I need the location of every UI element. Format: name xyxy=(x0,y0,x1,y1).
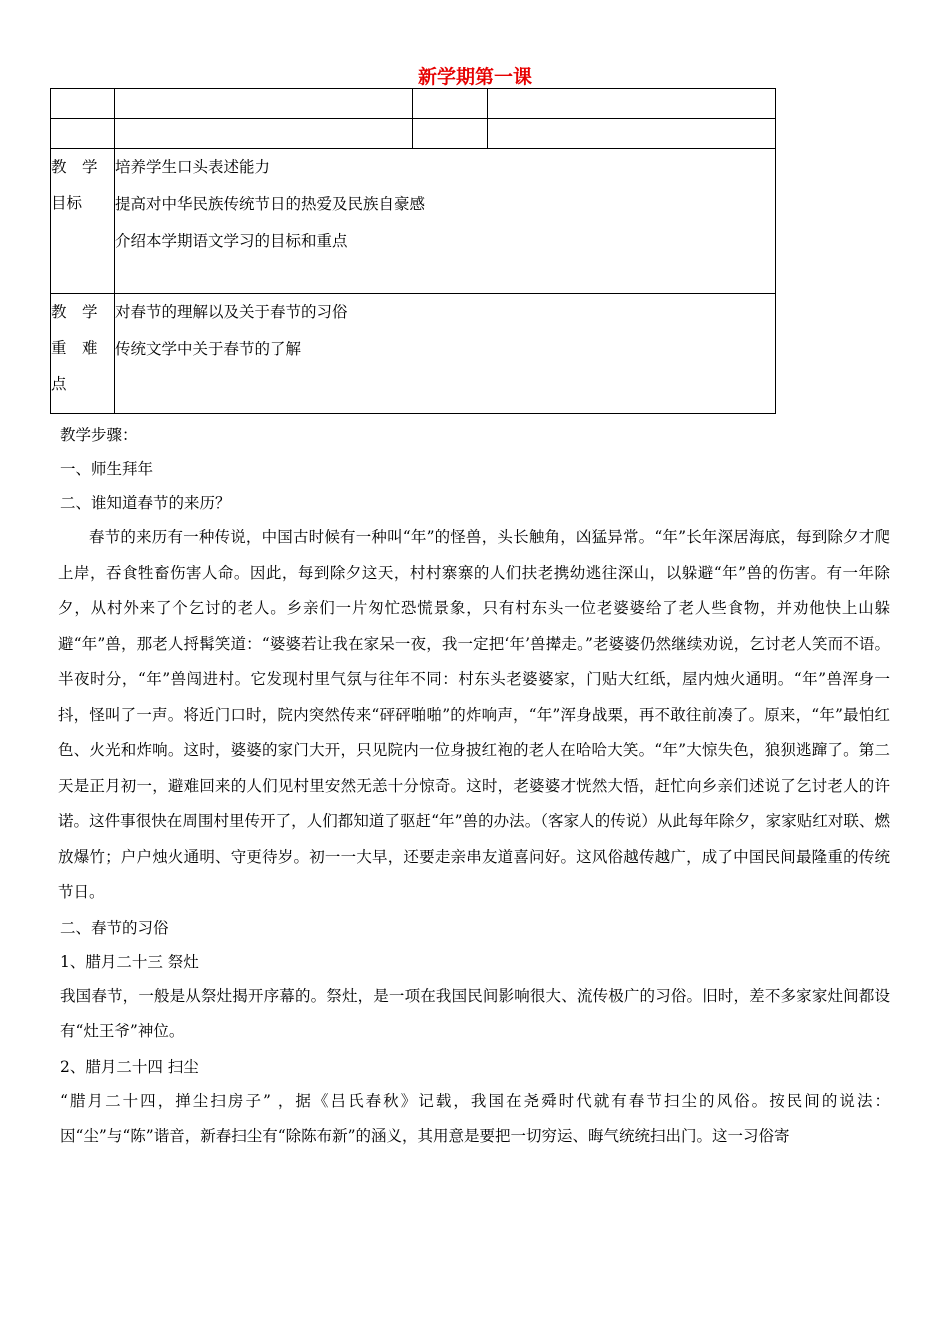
goal-item: 介绍本学期语文学习的目标和重点 xyxy=(115,232,348,250)
page-title: 新学期第一课 xyxy=(417,66,532,88)
custom-title: 2、腊月二十四 扫尘 xyxy=(60,1057,199,1076)
key-points-label xyxy=(51,294,115,414)
legend-text: 春节的来历有一种传说，中国古时候有一种叫“年”的怪兽，头长触角，凶猛异常。“年”长年深居海底，每到除夕才爬上岸，吞食牲畜伤害人命。因此，每到除夕这天，村村寨寨的人们扶老携幼逃往深山，以躲避“年”兽的伤害。有一年除夕，从村外来了个乞讨的老人。乡亲们一片匆忙恐慌景象，只有村东头一位老婆婆给了老人些食物，并劝他快上山躲避“年”兽，那老人捋髯笑道：“婆婆若让我在家呆一夜，我一定把‘年’兽撵走。”老婆婆仍然继续劝说，乞讨老人笑而不语。 半夜时分，“年”兽闯进村。它发现村里气氛与往年不同：村东头老婆婆家，门贴大红纸，屋内烛火通明。“年”兽浑身一抖，怪叫了一声。将近门口时，院内突然传来“砰砰啪啪”的炸响声，“年”浑身战栗，再不敢往前凑了。原来，“年”最怕红色、火光和炸响。这时，婆婆的家门大开，只见院内一位身披红袍的老人在哈哈大笑。“年”大惊失色，狼狈逃蹿了。第二天是正月初一，避难回来的人们见村里安然无恙十分惊奇。这时，老婆婆才恍然大悟，赶忙向乡亲们述说了乞讨老人的许诺。这件事很快在周围村里传开了，人们都知道了驱赶“年”兽的办法。（客家人的传说）从此每年除夕，家家贴红对联、燃放爆竹；户户烛火通明、守更待岁。初一一大早，还要走亲串友道喜问好。这风俗越传越广，成了中国民间最隆重的传统节日。 xyxy=(58,528,890,901)
goals-label-line: 目标 xyxy=(51,194,83,212)
key-point-item: 传统文学中关于春节的了解 xyxy=(115,340,302,358)
table-cell xyxy=(51,119,115,149)
key-points-list xyxy=(115,294,776,414)
goals-label-line: 教 学 xyxy=(51,158,98,176)
table-cell xyxy=(115,119,413,149)
table-cell xyxy=(488,89,776,119)
custom-title: 1、腊月二十三 祭灶 xyxy=(60,952,199,971)
goals-list xyxy=(115,149,776,294)
goal-item: 培养学生口头表述能力 xyxy=(115,158,271,176)
key-label-line: 重 难 xyxy=(51,339,98,357)
step-heading: 二、谁知道春节的来历？ xyxy=(60,494,231,512)
custom-paragraph: “腊月二十四，掸尘扫房子” ，据《吕氏春秋》记载，我国在尧舜时代就有春节扫尘的风俗。按民间的说法：因“尘”与“陈”谐音，新春扫尘有“除陈布新”的涵义，其用意是要把一切穷运、晦气统统扫出门。这一习俗寄 xyxy=(60,1091,890,1145)
legend-paragraph xyxy=(58,520,890,911)
table-cell xyxy=(413,119,488,149)
lesson-body xyxy=(60,418,890,1155)
table-cell xyxy=(488,119,776,149)
table-row xyxy=(51,119,776,149)
custom-paragraph: 我国春节，一般是从祭灶揭开序幕的。祭灶，是一项在我国民间影响很大、流传极广的习俗。旧时，差不多家家灶间都设有“灶王爷”神位。 xyxy=(60,986,890,1040)
lesson-info-table xyxy=(50,88,776,414)
steps-heading: 教学步骤： xyxy=(60,426,138,444)
goals-label xyxy=(51,149,115,294)
step-heading: 一、师生拜年 xyxy=(60,460,154,478)
table-cell xyxy=(115,89,413,119)
key-points-row xyxy=(51,294,776,414)
key-label-line: 点 xyxy=(51,375,67,393)
table-row xyxy=(51,89,776,119)
key-label-line: 教 学 xyxy=(51,303,98,321)
key-point-item: 对春节的理解以及关于春节的习俗 xyxy=(115,303,348,321)
table-cell xyxy=(51,89,115,119)
table-cell xyxy=(413,89,488,119)
customs-heading: 二、春节的习俗 xyxy=(60,918,169,937)
goal-item: 提高对中华民族传统节日的热爱及民族自豪感 xyxy=(115,195,426,213)
goals-row xyxy=(51,149,776,294)
